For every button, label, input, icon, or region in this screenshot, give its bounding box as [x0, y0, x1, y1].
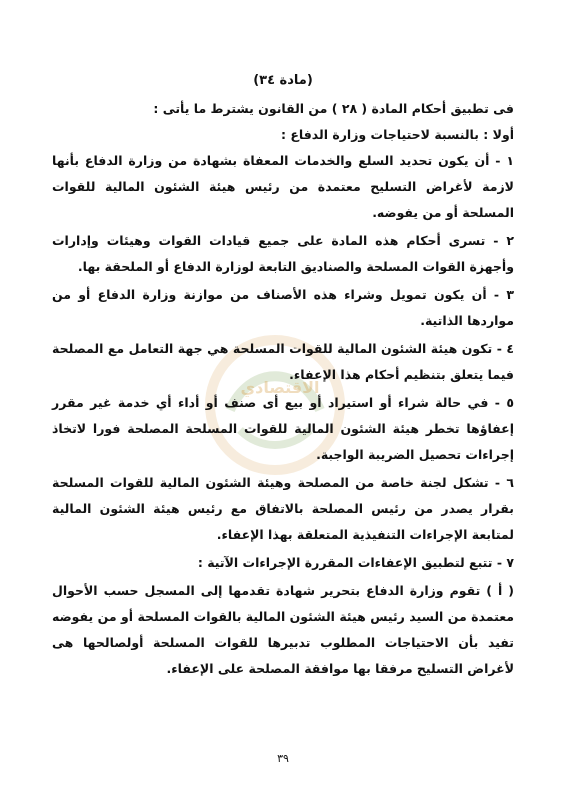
list-item: ٦ - تشكل لجنة خاصة من المصلحة وهيئة الشئون المالية للقوات المسلحة بقرار يصدر من رئيس المصلحة بالاتفاق مع رئيس هيئة الشئون المالية لمتابعة الإجراءات التنفيذية المتعلقة بهذا الإعفاء. — [52, 475, 514, 542]
intro-line: فى تطبيق أحكام المادة ( ٢٨ ) من القانون يشترط ما يأتى : — [153, 101, 514, 116]
article-title: (مادة ٣٤) — [253, 73, 313, 88]
list-item: ٣ - أن يكون تمويل وشراء هذه الأصناف من موازنة وزارة الدفاع أو من مواردها الذاتية. — [52, 287, 514, 328]
list-item: ٤ - تكون هيئة الشئون المالية للقوات المسلحة هي جهة التعامل مع المصلحة فيما يتعلق بتنظيم أحكام هذا الإعفاء. — [52, 341, 514, 382]
list-item: ( أ ) تقوم وزارة الدفاع بتحرير شهادة تقدمها إلى المسجل حسب الأحوال معتمدة من السيد رئيس هيئة الشئون المالية بالقوات المسلحة أو من يفوضه تفيد بأن الاحتياجات المطلوب تدبيرها للقوات المسلحة أولصالحها هى لأغراض التسليح مرفقا بها موافقة المصلحة على الإعفاء. — [52, 583, 514, 676]
list-item: ٧ - تتبع لتطبيق الإعفاءات المقررة الإجراءات الآتية : — [197, 555, 514, 570]
list-item: ٢ - تسرى أحكام هذه المادة على جميع قيادات القوات وهيئات وإدارات وأجهزة القوات المسلحة والصناديق التابعة لوزارة الدفاع أو الملحقة بها. — [52, 233, 514, 274]
document-page — [52, 68, 514, 684]
watermark-text: الاقتصادي — [240, 378, 320, 397]
section-heading: أولا : بالنسبة لاحتياجات وزارة الدفاع : — [281, 127, 514, 142]
page-number: ٣٩ — [277, 752, 289, 765]
list-item: ٥ - في حالة شراء أو استيراد أو بيع أى صنف أو أداء أي خدمة غير مقرر إعفاؤها تخطر هيئة الشئون المالية للقوات المسلحة المصلحة فورا لاتخاذ إجراءات تحصيل الضريبة الواجبة. — [52, 395, 514, 462]
list-item: ١ - أن يكون تحديد السلع والخدمات المعفاة بشهادة من وزارة الدفاع بأنها لازمة لأغراض التسليح معتمدة من رئيس هيئة الشئون المالية للقوات المسلحة أو من يفوضه. — [52, 153, 514, 220]
